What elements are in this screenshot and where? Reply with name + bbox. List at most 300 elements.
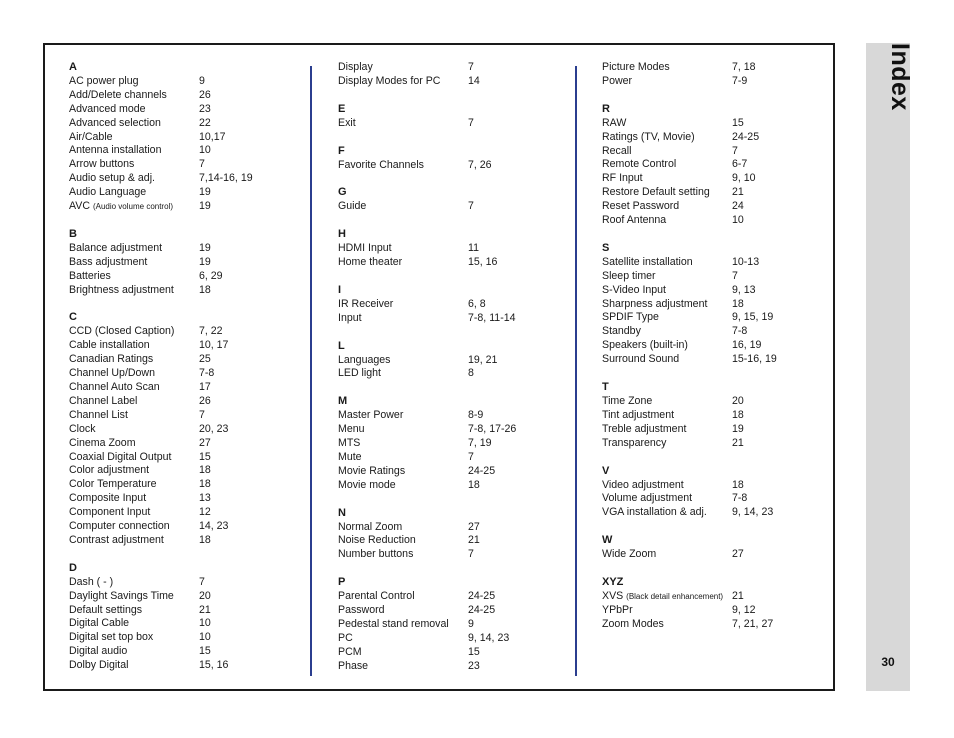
entry-term-cell — [338, 465, 468, 479]
index-entry — [602, 492, 832, 506]
entry-pages: 19 — [732, 422, 744, 435]
index-title-container — [866, 43, 914, 138]
entry-pages: 19 — [199, 200, 211, 213]
entry-term-cell — [69, 534, 199, 548]
section-letter: P — [338, 576, 346, 589]
index-entry — [602, 158, 832, 172]
index-entry — [338, 117, 568, 131]
index-title: Index — [886, 43, 914, 111]
entry-pages: 7-8 — [732, 325, 748, 338]
entry-pages: 24-25 — [732, 130, 760, 143]
entry-term-cell — [338, 312, 468, 326]
entry-term: Clock — [69, 422, 96, 435]
entry-term-cell — [602, 506, 732, 520]
entry-pages: 24-25 — [468, 590, 496, 603]
entry-term-cell — [69, 89, 199, 103]
entry-term: Computer connection — [69, 520, 170, 533]
section-letter: S — [602, 241, 610, 254]
entry-term: Antenna installation — [69, 144, 162, 157]
entry-pages: 7 — [199, 158, 205, 171]
index-entry — [69, 353, 299, 367]
entry-pages: 21 — [732, 589, 744, 602]
entry-term-cell — [69, 604, 199, 618]
entry-term-cell — [602, 131, 732, 145]
index-entry — [338, 590, 568, 604]
index-entry — [338, 423, 568, 437]
index-entry — [602, 131, 832, 145]
entry-term-cell — [602, 186, 732, 200]
entry-pages: 24-25 — [468, 604, 496, 617]
index-section — [338, 186, 568, 214]
index-entry — [338, 61, 568, 75]
section-letter: N — [338, 506, 346, 519]
entry-pages: 12 — [199, 506, 211, 519]
entry-term: PC — [338, 631, 353, 644]
entry-term: Treble adjustment — [602, 422, 687, 435]
entry-term-cell — [602, 270, 732, 284]
entry-term: RF Input — [602, 172, 643, 185]
index-section — [602, 534, 832, 562]
entry-pages: 20 — [732, 394, 744, 407]
index-entry — [69, 409, 299, 423]
index-entry — [338, 75, 568, 89]
index-entry — [69, 659, 299, 673]
section-letter: H — [338, 228, 346, 241]
index-entry — [69, 75, 299, 89]
entry-term: Remote Control — [602, 158, 677, 171]
entry-pages: 7,14-16, 19 — [199, 172, 253, 185]
entry-term-cell — [69, 367, 199, 381]
entry-term: Volume adjustment — [602, 492, 693, 505]
entry-term-cell — [602, 75, 732, 89]
entry-term-cell — [602, 61, 732, 75]
entry-term: SPDIF Type — [602, 311, 659, 324]
entry-pages: 8 — [468, 367, 474, 380]
index-entry — [69, 534, 299, 548]
index-entry — [602, 353, 832, 367]
entry-term: CCD (Closed Caption) — [69, 325, 175, 338]
entry-term-cell — [338, 590, 468, 604]
index-entry — [69, 103, 299, 117]
index-entry — [69, 395, 299, 409]
entry-term: HDMI Input — [338, 242, 392, 255]
entry-pages: 9 — [468, 617, 474, 630]
index-entry — [338, 437, 568, 451]
index-section — [69, 562, 299, 673]
entry-term-cell — [338, 75, 468, 89]
entry-pages: 7, 26 — [468, 158, 492, 171]
entry-term-cell — [602, 618, 732, 632]
index-entry — [602, 200, 832, 214]
entry-term: Dash ( - ) — [69, 575, 114, 588]
section-letter: XYZ — [602, 576, 624, 589]
entry-term: Master Power — [338, 409, 404, 422]
index-section — [338, 340, 568, 382]
entry-pages: 24 — [732, 200, 744, 213]
entry-term-cell — [69, 409, 199, 423]
index-entry — [338, 548, 568, 562]
entry-pages: 21 — [732, 436, 744, 449]
entry-term-cell — [338, 479, 468, 493]
index-section — [338, 507, 568, 563]
entry-term-cell — [69, 144, 199, 158]
section-letter: A — [69, 61, 77, 73]
entry-term: Restore Default setting — [602, 186, 710, 199]
entry-term-cell — [602, 492, 732, 506]
index-entry — [69, 590, 299, 604]
index-entry — [69, 464, 299, 478]
entry-term-cell — [602, 339, 732, 353]
index-entry — [602, 214, 832, 228]
entry-term: Audio Language — [69, 186, 147, 199]
entry-pages: 9, 14, 23 — [468, 631, 510, 644]
entry-term-cell — [69, 325, 199, 339]
entry-term: Standby — [602, 325, 641, 338]
index-entry — [69, 492, 299, 506]
index-section — [338, 228, 568, 270]
entry-pages: 13 — [199, 492, 211, 505]
entry-pages: 10 — [732, 214, 744, 227]
section-letter: F — [338, 144, 345, 157]
index-column-2 — [338, 61, 568, 688]
entry-term-cell — [69, 242, 199, 256]
index-entry — [69, 520, 299, 534]
entry-term-cell — [69, 576, 199, 590]
entry-pages: 19, 21 — [468, 353, 498, 366]
entry-pages: 7 — [468, 116, 474, 129]
index-entry — [338, 534, 568, 548]
entry-pages: 11 — [468, 242, 479, 255]
index-entry — [69, 604, 299, 618]
entry-pages: 27 — [468, 520, 480, 533]
index-entry — [602, 186, 832, 200]
entry-term-cell — [69, 256, 199, 270]
entry-term-cell — [338, 354, 468, 368]
entry-term-cell — [338, 451, 468, 465]
entry-pages: 7-8 — [732, 492, 748, 505]
entry-term: Movie Ratings — [338, 464, 406, 477]
index-entry — [602, 75, 832, 89]
entry-term-cell — [602, 284, 732, 298]
entry-term: Default settings — [69, 603, 143, 616]
entry-term: LED light — [338, 367, 381, 380]
section-letter: E — [338, 102, 346, 115]
entry-pages: 9, 10 — [732, 172, 756, 185]
index-section — [602, 103, 832, 228]
entry-term-cell — [338, 437, 468, 451]
entry-pages: 18 — [199, 533, 211, 546]
index-entry — [602, 311, 832, 325]
entry-term-cell — [338, 548, 468, 562]
index-entry — [69, 325, 299, 339]
entry-term-cell — [338, 409, 468, 423]
section-letter: T — [602, 381, 609, 394]
entry-pages: 15, 16 — [199, 659, 229, 672]
entry-term-cell — [69, 353, 199, 367]
entry-term: Pedestal stand removal — [338, 617, 449, 630]
index-section — [338, 284, 568, 326]
index-entry — [69, 270, 299, 284]
entry-term-cell — [338, 298, 468, 312]
section-letter: D — [69, 561, 77, 574]
index-entry — [69, 367, 299, 381]
entry-term: Digital audio — [69, 645, 128, 658]
entry-note: (Black detail enhancement) — [626, 591, 724, 601]
entry-term-cell — [69, 645, 199, 659]
index-section — [602, 465, 832, 521]
entry-term-cell — [338, 646, 468, 660]
section-letter: V — [602, 464, 610, 477]
entry-term-cell — [69, 437, 199, 451]
entry-term-cell — [602, 117, 732, 131]
entry-pages: 18 — [732, 408, 744, 421]
index-entry — [69, 242, 299, 256]
index-entry — [69, 506, 299, 520]
entry-pages: 27 — [199, 436, 211, 449]
entry-term: Cinema Zoom — [69, 436, 136, 449]
entry-term-cell — [602, 479, 732, 493]
entry-term-cell — [69, 464, 199, 478]
entry-term: AVC — [69, 200, 90, 213]
entry-term: Channel Auto Scan — [69, 380, 160, 393]
entry-pages: 21 — [732, 186, 744, 199]
entry-pages: 19 — [199, 255, 211, 268]
index-entry — [602, 339, 832, 353]
entry-term: Exit — [338, 116, 356, 129]
entry-term: Favorite Channels — [338, 158, 424, 171]
entry-term-cell — [69, 103, 199, 117]
entry-term: Sleep timer — [602, 269, 656, 282]
entry-pages: 9, 15, 19 — [732, 311, 774, 324]
index-entry — [338, 242, 568, 256]
entry-term-cell — [602, 423, 732, 437]
entry-term-cell — [338, 242, 468, 256]
entry-term-cell — [338, 200, 468, 214]
entry-term: Balance adjustment — [69, 241, 163, 254]
entry-term: Channel Label — [69, 394, 138, 407]
entry-term: Arrow buttons — [69, 158, 135, 171]
index-entry — [338, 367, 568, 381]
entry-note: (Audio volume control) — [92, 202, 173, 212]
index-section — [69, 228, 299, 298]
index-section — [338, 576, 568, 673]
entry-pages: 10,17 — [199, 130, 226, 143]
section-letter: G — [338, 186, 347, 199]
entry-pages: 15-16, 19 — [732, 353, 777, 366]
index-side-tab — [866, 43, 914, 691]
entry-term-cell — [69, 117, 199, 131]
index-entry — [338, 298, 568, 312]
entry-pages: 7, 18 — [732, 61, 756, 73]
index-entry — [338, 521, 568, 535]
entry-term: Zoom Modes — [602, 617, 664, 630]
entry-term-cell — [69, 631, 199, 645]
index-entry — [338, 632, 568, 646]
index-entry — [338, 618, 568, 632]
entry-term-cell — [69, 478, 199, 492]
entry-term: Surround Sound — [602, 353, 680, 366]
entry-term: Picture Modes — [602, 61, 670, 73]
entry-term: Normal Zoom — [338, 520, 403, 533]
entry-pages: 7 — [732, 144, 738, 157]
entry-pages: 7-9 — [732, 74, 748, 87]
entry-term-cell — [69, 200, 199, 214]
index-entry — [69, 576, 299, 590]
entry-term-cell — [338, 117, 468, 131]
entry-pages: 6-7 — [732, 158, 748, 171]
entry-pages: 10-13 — [732, 255, 760, 268]
entry-term: RAW — [602, 116, 627, 129]
entry-pages: 16, 19 — [732, 339, 762, 352]
entry-pages: 6, 8 — [468, 297, 486, 310]
index-entry — [602, 395, 832, 409]
entry-term: Bass adjustment — [69, 255, 148, 268]
entry-pages: 23 — [468, 659, 480, 672]
entry-term: Movie mode — [338, 478, 396, 491]
entry-pages: 7 — [468, 200, 474, 213]
index-entry — [338, 256, 568, 270]
entry-term-cell — [338, 256, 468, 270]
index-entry — [69, 89, 299, 103]
entry-term-cell — [69, 659, 199, 673]
index-entry — [602, 423, 832, 437]
entry-term-cell — [602, 590, 732, 604]
entry-term-cell — [602, 145, 732, 159]
entry-term: Composite Input — [69, 492, 147, 505]
entry-term-cell — [602, 409, 732, 423]
entry-term: Roof Antenna — [602, 214, 667, 227]
entry-term: Video adjustment — [602, 478, 684, 491]
entry-term: Dolby Digital — [69, 659, 129, 672]
entry-term-cell — [602, 311, 732, 325]
entry-pages: 7-8 — [199, 367, 215, 380]
entry-pages: 21 — [199, 603, 211, 616]
entry-term-cell — [69, 492, 199, 506]
entry-term: Color adjustment — [69, 464, 150, 477]
entry-term-cell — [602, 256, 732, 270]
entry-term-cell — [602, 298, 732, 312]
index-entry — [338, 312, 568, 326]
index-entry — [69, 478, 299, 492]
entry-term: Wide Zoom — [602, 548, 657, 561]
column-divider — [575, 66, 577, 676]
index-entry — [338, 409, 568, 423]
entry-pages: 7-8, 11-14 — [468, 311, 516, 324]
entry-term: Advanced selection — [69, 116, 161, 129]
entry-term-cell — [602, 200, 732, 214]
entry-pages: 7-8, 17-26 — [468, 423, 517, 436]
entry-pages: 22 — [199, 116, 211, 129]
entry-term: Daylight Savings Time — [69, 589, 174, 602]
index-entry — [602, 479, 832, 493]
index-entry — [69, 423, 299, 437]
section-letter: L — [338, 339, 345, 352]
index-entry — [69, 172, 299, 186]
index-section — [602, 381, 832, 451]
index-entry — [69, 186, 299, 200]
index-section — [338, 395, 568, 492]
entry-term-cell — [338, 367, 468, 381]
entry-term: IR Receiver — [338, 297, 394, 310]
index-entry — [602, 172, 832, 186]
entry-pages: 9 — [199, 74, 205, 87]
entry-pages: 18 — [199, 283, 211, 296]
entry-term-cell — [602, 158, 732, 172]
entry-pages: 24-25 — [468, 464, 496, 477]
section-letter: I — [338, 283, 342, 296]
entry-pages: 18 — [199, 464, 211, 477]
entry-term-cell — [69, 451, 199, 465]
entry-pages: 20, 23 — [199, 422, 229, 435]
index-entry — [602, 256, 832, 270]
entry-term: AC power plug — [69, 74, 139, 87]
entry-term-cell — [69, 172, 199, 186]
entry-pages: 7 — [199, 408, 205, 421]
index-entry — [602, 618, 832, 632]
entry-term: Transparency — [602, 436, 667, 449]
entry-term-cell — [69, 506, 199, 520]
entry-term-cell — [338, 159, 468, 173]
entry-term: Add/Delete channels — [69, 88, 167, 101]
index-entry — [602, 145, 832, 159]
index-entry — [338, 354, 568, 368]
entry-pages: 9, 12 — [732, 603, 756, 616]
entry-term-cell — [69, 617, 199, 631]
index-entry — [69, 131, 299, 145]
entry-pages: 7, 21, 27 — [732, 617, 774, 630]
index-entry — [69, 617, 299, 631]
entry-term-cell — [338, 61, 468, 75]
entry-term-cell — [602, 325, 732, 339]
entry-term: MTS — [338, 437, 361, 450]
index-entry — [338, 604, 568, 618]
index-entry — [69, 144, 299, 158]
entry-pages: 14, 23 — [199, 520, 229, 533]
entry-term-cell — [338, 632, 468, 646]
index-section — [338, 61, 568, 89]
index-entry — [69, 284, 299, 298]
entry-term: YPbPr — [602, 603, 633, 616]
entry-term: Recall — [602, 144, 632, 157]
entry-pages: 23 — [199, 102, 211, 115]
index-section — [69, 61, 299, 214]
entry-pages: 26 — [199, 88, 211, 101]
entry-term: Sharpness adjustment — [602, 297, 708, 310]
entry-pages: 18 — [468, 478, 480, 491]
entry-pages: 15 — [199, 645, 211, 658]
entry-term-cell — [69, 186, 199, 200]
index-entry — [69, 645, 299, 659]
entry-term: Satellite installation — [602, 255, 693, 268]
entry-pages: 7 — [468, 548, 474, 561]
column-divider — [310, 66, 312, 676]
index-section — [69, 311, 299, 547]
index-entry — [602, 506, 832, 520]
entry-term: Tint adjustment — [602, 408, 675, 421]
index-entry — [338, 479, 568, 493]
index-entry — [602, 61, 832, 75]
entry-term: Audio setup & adj. — [69, 172, 155, 185]
entry-term: Display Modes for PC — [338, 74, 441, 87]
entry-term-cell — [69, 339, 199, 353]
entry-pages: 18 — [199, 478, 211, 491]
entry-term-cell — [69, 158, 199, 172]
section-letter: W — [602, 534, 613, 547]
index-entry — [69, 437, 299, 451]
entry-term-cell — [69, 520, 199, 534]
entry-term: XVS — [602, 589, 624, 602]
entry-pages: 15 — [732, 116, 744, 129]
